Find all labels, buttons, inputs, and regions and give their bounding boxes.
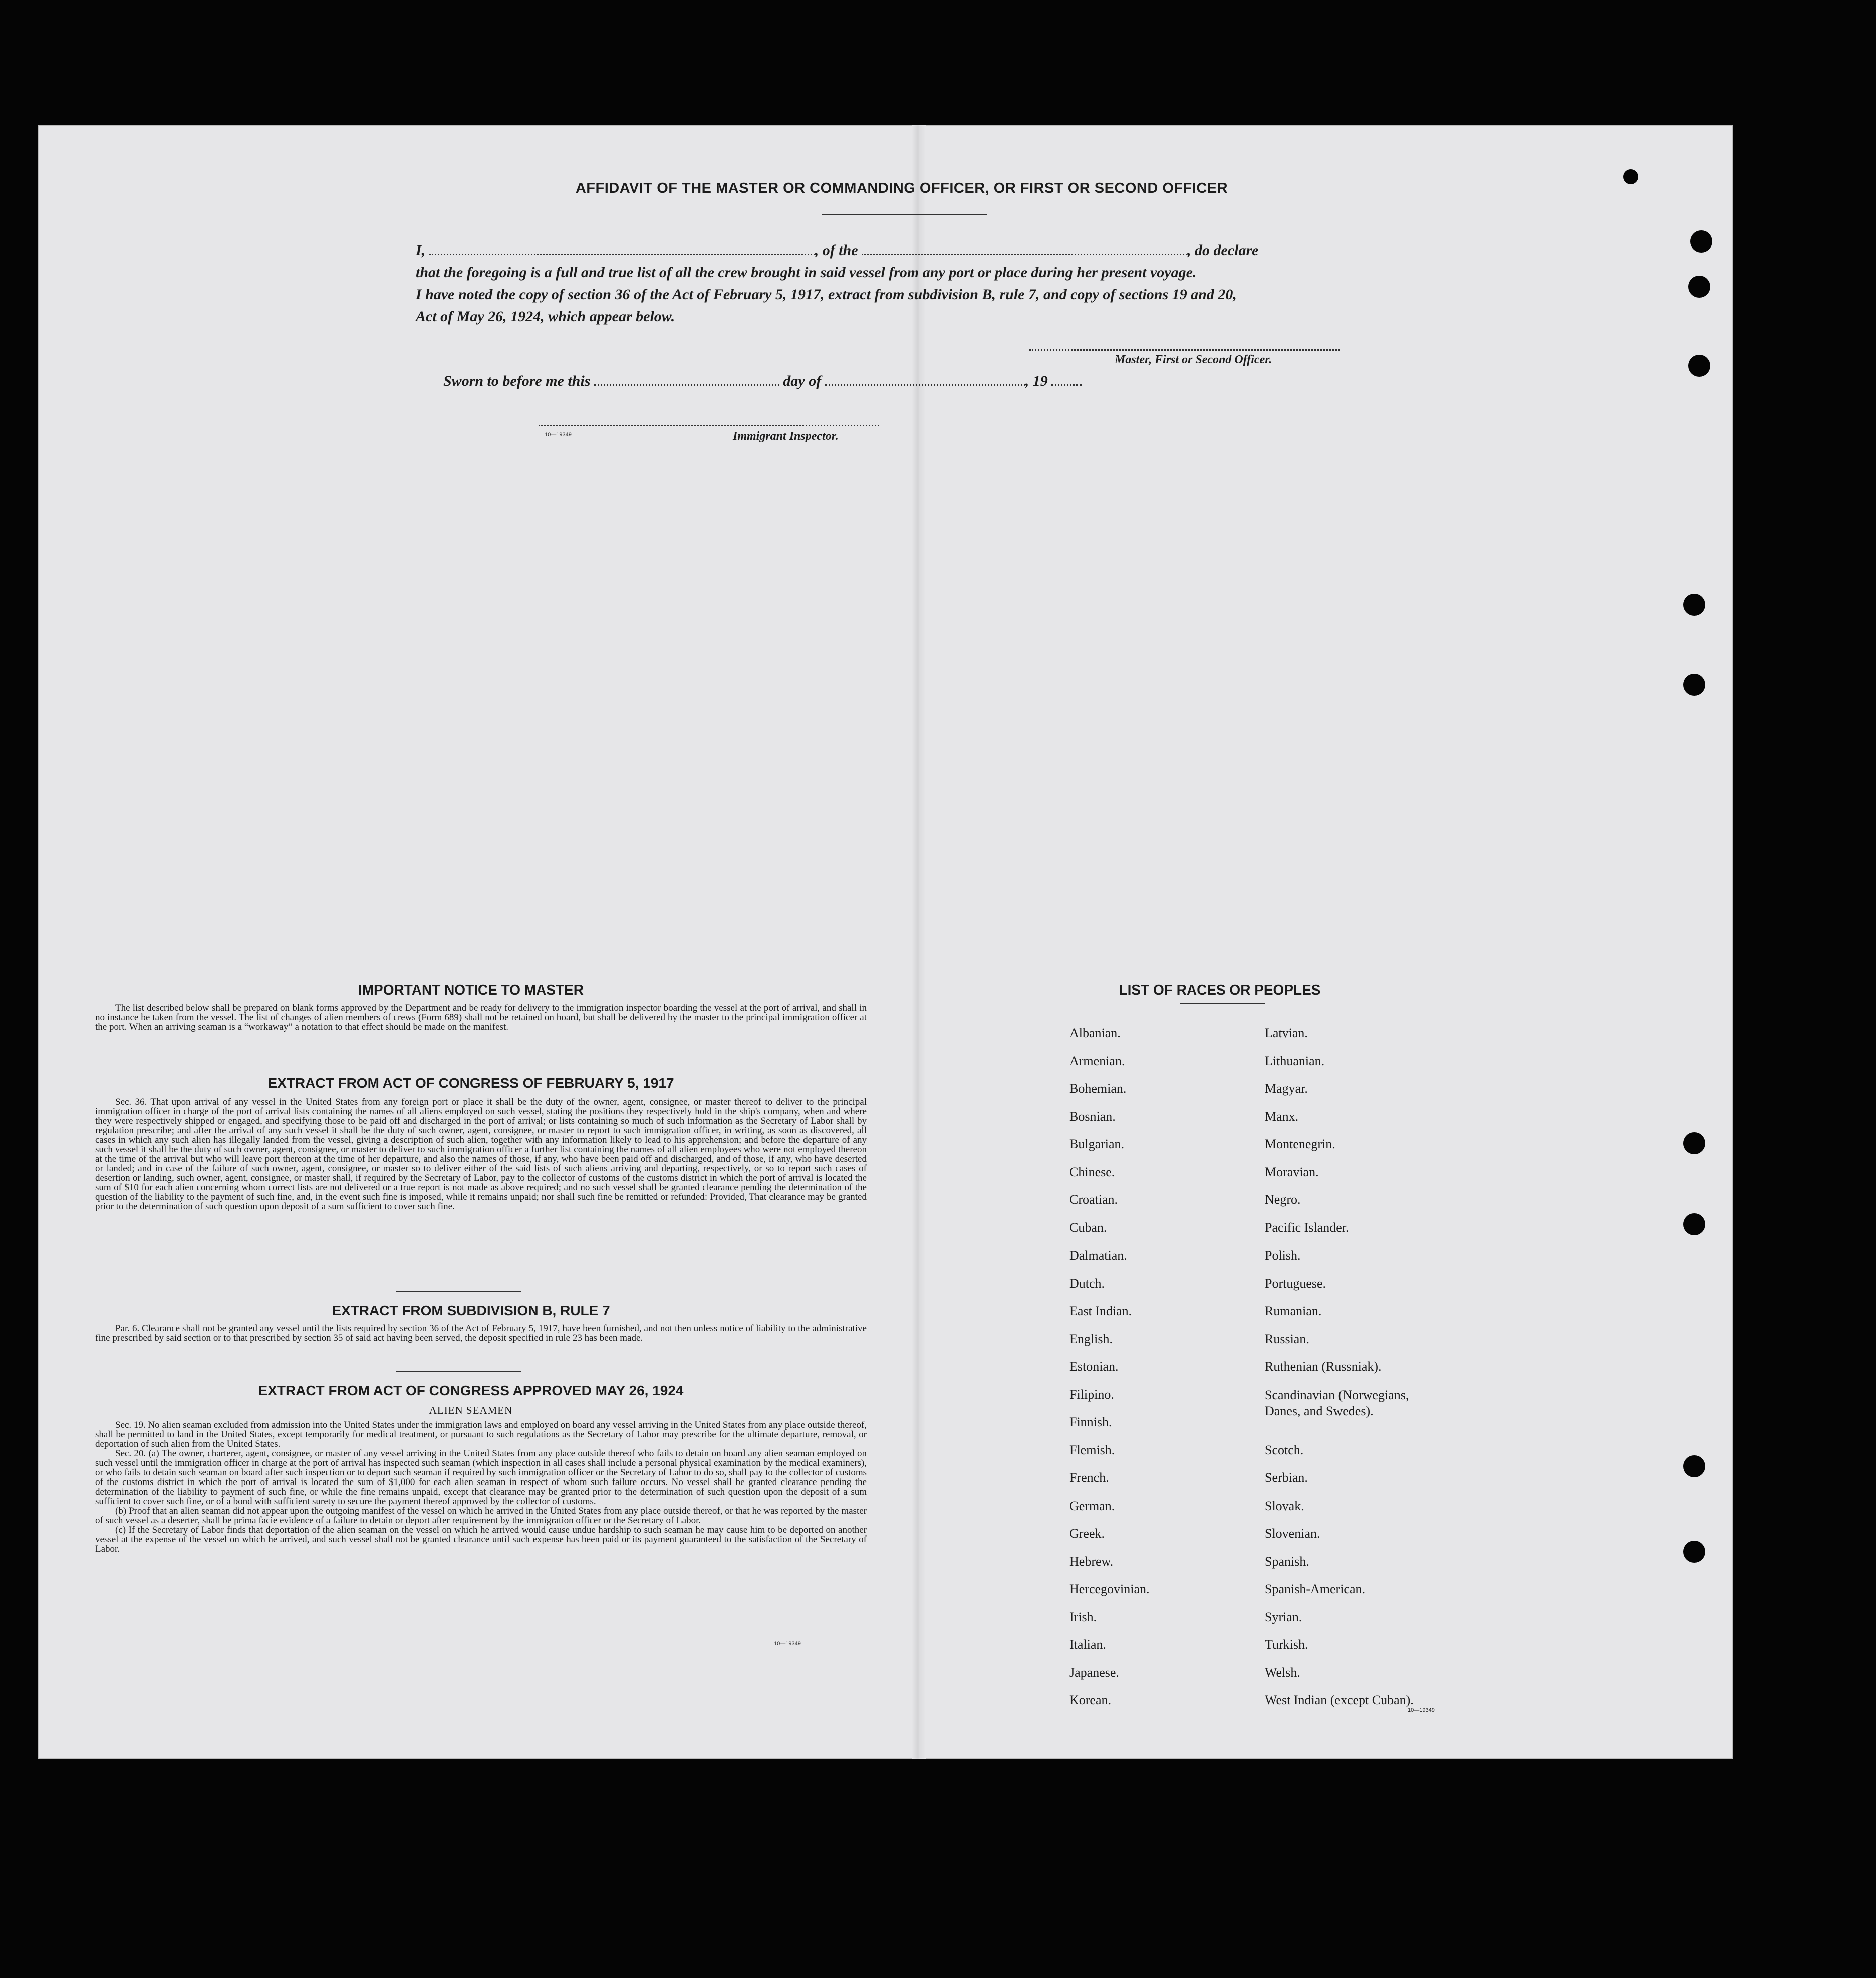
sec-20c: (c) If the Secretary of Labor finds that deportation of the alien seaman on the vessel on which he arrived would cause undue hardship to such seaman he may cause him to be deported on another vessel at the expense of the vessel on which he arrived, and such vessel shall not be granted clearance until such expense has been paid or its payment guaranteed to the satisfaction of the Secretary of Labor. [95, 1525, 867, 1554]
race-item: Dalmatian. [1069, 1248, 1127, 1263]
punch-hole [1688, 355, 1710, 377]
race-item: Scotch. [1265, 1442, 1304, 1457]
page-fold [912, 125, 926, 1759]
affidavit-line-2: that the foregoing is a full and true list of all the crew brought in said vessel from any port or place during her present voyage. [416, 264, 1197, 281]
extract-1917-body: Sec. 36. That upon arrival of any vessel in the United States from any foreign port or place it shall be the duty of the owner, agent, consignee, or master thereof to deliver to the principal immigration officer in charge of the port of arrival lists containing the names of all aliens employed on such vessel, stating the positions they respectively hold in the ship's company, when and where they were respectively shipped or engaged, and specifying those to be paid off and discharged in the port of arrival; or lists containing so much of such information as the Secretary of Labor shall by regulation prescribe; and after the arrival of any such vessel it shall be the duty of such owner, agent, consignee, or master to report to such immigration officer, in writing, as soon as discovered, all cases in which any such alien has illegally landed from the vessel, giving a description of such alien, together with any information likely to lead to his apprehension; and before the departure of any such vessel it shall be the duty of such owner, agent, consignee, or master to deliver to such immigration officer a further list containing the names of all alien employees who were not employed thereon at the time of the arrival but who will leave port thereon at the time of her departure, and also the names of those, if any, who have been paid off and discharged, and of those, if any, who have deserted or landed; and in case of the failure of such owner, agent, consignee, or master so to deliver either of the said lists of such aliens arriving and departing, respectively, or so to report such cases of desertion or landing, such owner, agent, consignee, or master shall, if required by the Secretary of Labor, pay to the collector of customs of the customs district in which the port of arrival is located the sum of $10 for each alien concerning whom correct lists are not delivered or a true report is not made as above required; and no such vessel shall be granted clearance pending the determination of the question of the liability to the payment of such fine, and, in the event such fine is imposed, while it remains unpaid; nor shall such fine be remitted or refunded: Provided, That clearance may be granted prior to the determination of such question upon deposit of a sum sufficient to cover such fine. [95, 1097, 867, 1212]
punch-hole [1688, 276, 1710, 298]
race-item: Korean. [1069, 1693, 1112, 1707]
punch-hole [1683, 1541, 1705, 1563]
subdivision-b-body: Par. 6. Clearance shall not be granted any vessel until the lists required by section 36 of the Act of February 5, 1917, have been furnished, and not then unless notice of liability to the administrative fine prescribed by said section or to that prescribed by section 35 of said act having been served, the deposit specified in rule 23 has been made. [95, 1323, 867, 1343]
race-item: Finnish. [1069, 1415, 1112, 1429]
sec-19: Sec. 19. No alien seaman excluded from admission into the United States under the immigration laws and employed on board any vessel arriving in the United States from any place outside thereof, shall be permitted to land in the United States, except temporarily for medical treatment, or pursuant to such regulations as the Secretary of Labor may prescribe for the ultimate departure, removal, or deportation of such alien from the United States. [95, 1420, 867, 1449]
punch-hole [1683, 674, 1705, 696]
race-item: Polish. [1265, 1248, 1301, 1263]
race-item: Spanish-American. [1265, 1582, 1366, 1596]
race-item: Pacific Islander. [1265, 1220, 1349, 1235]
race-item: Spanish. [1265, 1554, 1309, 1569]
sec-20b: (b) Proof that an alien seaman did not appear upon the outgoing manifest of the vessel on which he arrived in the United States from any place outside thereof, or that he was reported by the master of such vessel as a deserter, shall be prima facie evidence of a failure to detain or deport after requirement by the immigration officer or the Secretary of Labor. [95, 1506, 867, 1526]
year-blank [1051, 384, 1082, 386]
affidavit-line-3: I have noted the copy of section 36 of the Act of February 5, 1917, extract from subdivision B, rule 7, and copy of sections 19 and 20, [416, 286, 1237, 303]
race-item: Negro. [1265, 1192, 1301, 1207]
race-item: Latvian. [1265, 1026, 1308, 1040]
title-divider [822, 214, 987, 215]
document-page [38, 125, 1733, 1759]
race-item: Hercegovinian. [1069, 1582, 1150, 1596]
affidavit-form-code: 10—19349 [545, 432, 572, 438]
day-blank [594, 384, 779, 386]
signature-caption: Master, First or Second Officer. [1115, 353, 1272, 366]
subdivision-b-title: EXTRACT FROM SUBDIVISION B, RULE 7 [332, 1303, 610, 1318]
punch-hole [1683, 1455, 1705, 1477]
races-divider [1180, 1003, 1265, 1004]
race-item: Italian. [1069, 1637, 1106, 1652]
races-right-column [1265, 1026, 1490, 1721]
alien-seamen-subtitle: ALIEN SEAMEN [429, 1404, 513, 1416]
race-item: Lithuanian. [1265, 1053, 1325, 1068]
race-item: Portuguese. [1265, 1276, 1326, 1291]
inspector-caption: Immigrant Inspector. [733, 430, 839, 443]
race-item: Scandinavian (Norwegians, Danes, and Swedes). [1265, 1387, 1409, 1418]
notice-body: The list described below shall be prepared on blank forms approved by the Department and be ready for delivery to the immigration inspector boarding the vessel at the port of arrival, and shall in no instance be taken from the vessel. The list of changes of alien members of crews (Form 689) shall not be retained on board, but shall be delivered by the master to the principal immigration officer at the port. When an arriving seaman is a “workaway” a notation to that effect should be made on the manifest. [95, 1003, 867, 1032]
race-item: Chinese. [1069, 1164, 1115, 1179]
race-item: Hebrew. [1069, 1554, 1114, 1569]
right-form-code: 10—19349 [1408, 1707, 1435, 1713]
race-item: Ruthenian (Russniak). [1265, 1359, 1382, 1374]
race-item: Dutch. [1069, 1276, 1105, 1291]
signature-line [1029, 349, 1340, 351]
race-item: Russian. [1265, 1331, 1309, 1346]
race-item: Bohemian. [1069, 1081, 1127, 1096]
races-title: LIST OF RACES OR PEOPLES [1119, 982, 1321, 998]
race-item: Magyar. [1265, 1081, 1308, 1096]
sworn-label: Sworn to before me this [443, 373, 591, 389]
of-the-label: , of the [815, 242, 858, 259]
sec-20a: Sec. 20. (a) The owner, charterer, agent, consignee, or master of any vessel arriving in the United States from any place outside thereof who fails to detain on board any alien seaman employed on such vessel until the immigration officer in charge at the port of arrival has inspected such seaman (which inspection in all cases shall include a personal physical examination by the medical examiners), or who fails to detain such seaman on board after such inspection or to deport such seaman if required by such immigration officer or the Secretary of Labor to do so, shall pay to the collector of customs of the customs district in which the port of arrival is located the sum of $1,000 for each alien seaman in respect of whom such failure occurs. No vessel shall be granted clearance pending the determination of the liability to payment of such fine, or while the fine remains unpaid, except that clearance may be granted prior to the determination of such question upon the deposit of a sum sufficient to cover such fine, or of a bond with sufficient surety to secure the payment thereof approved by the collector of customs. [95, 1448, 867, 1507]
affidavit-statement [416, 239, 1398, 328]
race-item: Filipino. [1069, 1387, 1114, 1402]
race-item: German. [1069, 1498, 1115, 1513]
race-item: Rumanian. [1265, 1304, 1322, 1318]
punch-hole [1683, 1213, 1705, 1235]
races-left-column [1069, 1026, 1250, 1721]
month-blank [825, 384, 1025, 386]
day-of-label: day of [783, 373, 822, 389]
punch-hole [1623, 169, 1638, 184]
race-item: Syrian. [1265, 1609, 1302, 1624]
race-item: Estonian. [1069, 1359, 1119, 1374]
extract-1924-body [95, 1420, 867, 1554]
notice-title: IMPORTANT NOTICE TO MASTER [358, 982, 584, 998]
name-blank [429, 254, 815, 255]
left-form-code: 10—19349 [774, 1641, 801, 1647]
race-item: Croatian. [1069, 1192, 1118, 1207]
race-item: English. [1069, 1331, 1113, 1346]
extract-1917-title: EXTRACT FROM ACT OF CONGRESS OF FEBRUARY 5, 1917 [267, 1075, 674, 1091]
race-item: Flemish. [1069, 1442, 1115, 1457]
affidavit-title: AFFIDAVIT OF THE MASTER OR COMMANDING OFFICER, OR FIRST OR SECOND OFFICER [575, 180, 1228, 196]
race-item: French. [1069, 1470, 1109, 1485]
i-label: I, [416, 242, 426, 259]
inspector-line [539, 425, 879, 426]
race-item: Cuban. [1069, 1220, 1107, 1235]
race-item: Armenian. [1069, 1053, 1125, 1068]
extract-1924-title: EXTRACT FROM ACT OF CONGRESS APPROVED MAY 26, 1924 [258, 1383, 684, 1398]
sworn-line [443, 373, 1082, 390]
affidavit-line-4: Act of May 26, 1924, which appear below. [416, 308, 675, 325]
race-item: Turkish. [1265, 1637, 1308, 1652]
race-item: West Indian (except Cuban). [1265, 1693, 1414, 1707]
section-divider-2 [396, 1371, 521, 1372]
race-item: Albanian. [1069, 1026, 1121, 1040]
year-label: , 19 [1025, 373, 1048, 389]
race-item: Greek. [1069, 1526, 1105, 1541]
do-declare-label: , do declare [1187, 242, 1259, 259]
punch-hole [1683, 1132, 1705, 1154]
race-item: Japanese. [1069, 1665, 1119, 1680]
race-item: Irish. [1069, 1609, 1097, 1624]
race-item: Slovak. [1265, 1498, 1304, 1513]
race-item: Manx. [1265, 1109, 1299, 1124]
vessel-blank [862, 254, 1187, 255]
race-item: Serbian. [1265, 1470, 1308, 1485]
race-item: Montenegrin. [1265, 1137, 1335, 1151]
race-item: Bulgarian. [1069, 1137, 1125, 1151]
race-item: Moravian. [1265, 1164, 1319, 1179]
section-divider [396, 1291, 521, 1292]
race-item: Welsh. [1265, 1665, 1300, 1680]
race-item: Bosnian. [1069, 1109, 1116, 1124]
race-item: Slovenian. [1265, 1526, 1320, 1541]
punch-hole [1690, 230, 1712, 253]
race-item: East Indian. [1069, 1304, 1132, 1318]
punch-hole [1683, 594, 1705, 616]
